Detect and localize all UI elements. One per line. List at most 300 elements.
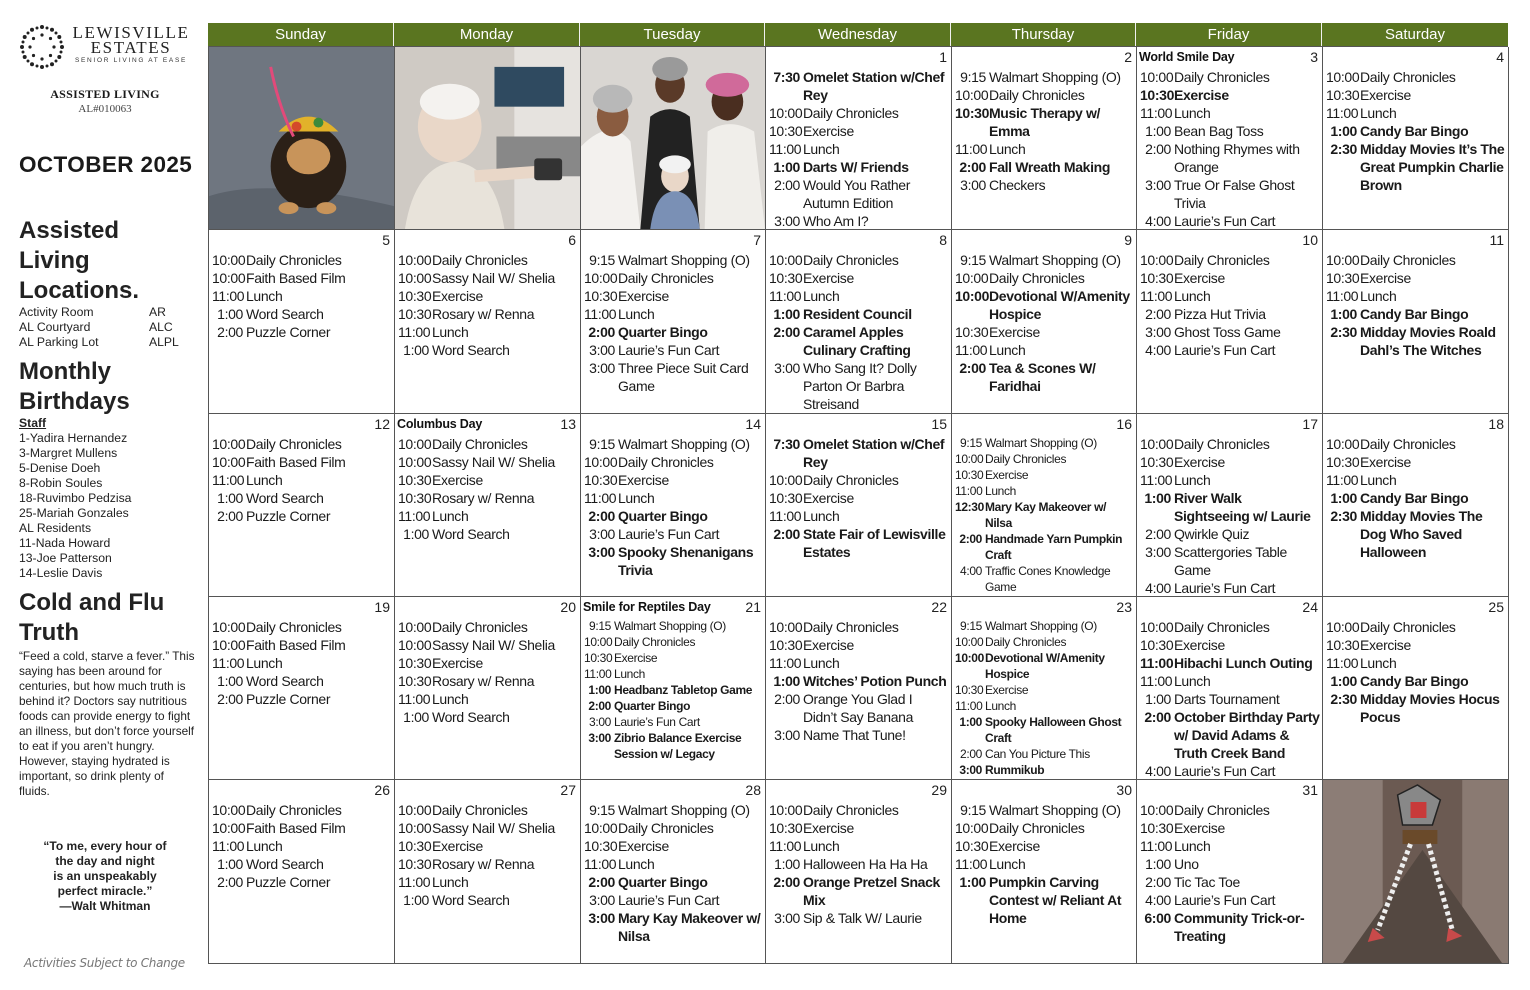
event-title: Walmart Shopping (O) (618, 802, 750, 818)
event-title: Orange Pretzel Snack Mix (803, 874, 940, 908)
event-time: 2:00 (217, 691, 243, 707)
event-time: 4:00 (960, 564, 982, 578)
event-item (398, 435, 578, 453)
event-title: Lunch (985, 484, 1016, 498)
event-item (955, 801, 1134, 819)
day-number: 24 (1302, 599, 1318, 615)
event-time: 10:00 (212, 820, 246, 836)
event-time: 11:00 (955, 484, 983, 498)
event-title: Scattergories Table Game (1174, 544, 1287, 578)
event-title: Midday Movies The Dog Who Saved Halloween (1360, 508, 1483, 560)
event-item (1140, 341, 1320, 359)
event-time: 9:15 (960, 802, 986, 818)
event-time: 1:00 (1330, 123, 1357, 139)
event-title: Word Search (432, 342, 510, 358)
event-item (212, 489, 392, 507)
event-time: 11:00 (584, 490, 617, 506)
event-title: Checkers (989, 177, 1046, 193)
event-list (769, 251, 949, 413)
event-item (769, 819, 949, 837)
event-time: 1:00 (217, 673, 243, 689)
event-title: Laurie’s Fun Cart (618, 342, 720, 358)
event-title: Witches’ Potion Punch (803, 673, 947, 689)
event-item (398, 525, 578, 543)
day-of-week-sunday: Sunday (208, 23, 394, 46)
event-list (584, 801, 763, 945)
event-time: 11:00 (1140, 673, 1173, 689)
event-time: 10:30 (398, 856, 432, 872)
event-item (212, 654, 392, 672)
photo-costume-group-image (581, 47, 765, 229)
event-title: Exercise (432, 472, 483, 488)
logo-name (67, 25, 195, 55)
event-title: Walmart Shopping (O) (985, 436, 1097, 450)
event-item (1326, 618, 1506, 636)
event-list (955, 618, 1134, 778)
event-title: Daily Chronicles (1360, 619, 1456, 635)
event-time: 10:30 (1140, 820, 1174, 836)
event-item (1140, 435, 1320, 453)
day-cell (1323, 230, 1509, 414)
event-title: Exercise (618, 838, 669, 854)
event-item (1140, 453, 1320, 471)
event-item (584, 666, 763, 682)
event-time: 10:00 (1140, 436, 1174, 452)
event-title: Candy Bar Bingo (1360, 123, 1469, 139)
event-time: 6:00 (1144, 910, 1171, 926)
event-item (1326, 122, 1506, 140)
event-time: 3:00 (774, 910, 800, 926)
event-list (1326, 68, 1506, 194)
event-title: True Or False Ghost Trivia (1174, 177, 1295, 211)
event-title: Exercise (989, 838, 1040, 854)
event-title: Candy Bar Bingo (1360, 673, 1469, 689)
event-item (398, 251, 578, 269)
event-time: 10:00 (584, 635, 613, 649)
event-title: Sip & Talk W/ Laurie (803, 910, 922, 926)
event-time: 10:00 (212, 436, 246, 452)
event-item (1140, 104, 1320, 122)
event-item (212, 453, 392, 471)
event-title: Darts W/ Friends (803, 159, 909, 175)
event-title: Exercise (1360, 454, 1411, 470)
event-item (1140, 654, 1320, 672)
holiday-label: Columbus Day (397, 417, 483, 431)
day-number: 19 (374, 599, 390, 615)
event-list (769, 435, 949, 561)
event-item (212, 672, 392, 690)
event-item (212, 305, 392, 323)
day-of-week-tuesday: Tuesday (580, 23, 765, 46)
day-cell (766, 780, 952, 964)
logo-name-line1: LEWISVILLE (72, 23, 190, 42)
event-title: Lunch (989, 141, 1026, 157)
event-title: Exercise (1174, 454, 1225, 470)
event-item (584, 489, 763, 507)
event-time: 11:00 (398, 508, 431, 524)
event-item (584, 305, 763, 323)
event-title: Ghost Toss Game (1174, 324, 1281, 340)
event-item (769, 104, 949, 122)
event-list (1140, 801, 1320, 945)
day-cell (395, 230, 581, 414)
event-item (1326, 251, 1506, 269)
birthday-entry: 8-Robin Soules (19, 476, 103, 490)
day-cell (1137, 230, 1323, 414)
event-time: 11:00 (955, 342, 988, 358)
event-item (769, 269, 949, 287)
birthdays-list (19, 416, 194, 581)
event-item (584, 730, 763, 762)
event-time: 1:00 (773, 159, 800, 175)
photo-resident-card (395, 47, 581, 230)
event-time: 4:00 (1145, 342, 1171, 358)
event-title: Qwirkle Quiz (1174, 526, 1250, 542)
event-time: 11:00 (398, 324, 431, 340)
event-item (955, 467, 1134, 483)
event-item (1140, 323, 1320, 341)
event-item (955, 563, 1134, 595)
event-item (398, 507, 578, 525)
event-title: Lunch (614, 667, 645, 681)
quote-line: the day and night (55, 854, 155, 868)
event-title: Quarter Bingo (618, 874, 708, 890)
event-title: Zibrio Balance Exercise Session w/ Legacy (614, 731, 742, 761)
event-title: Exercise (1360, 87, 1411, 103)
event-title: Devotional W/Amenity Hospice (985, 651, 1105, 681)
event-item (584, 287, 763, 305)
event-time: 10:00 (955, 651, 984, 665)
event-title: Daily Chronicles (1174, 802, 1270, 818)
birthdays-heading (19, 357, 130, 417)
event-title: Daily Chronicles (1360, 436, 1456, 452)
event-item (955, 855, 1134, 873)
event-time: 2:00 (588, 699, 611, 713)
location-code: ALC (149, 320, 173, 334)
event-title: Midday Movies Roald Dahl’s The Witches (1360, 324, 1496, 358)
event-item (1140, 212, 1320, 230)
event-time: 10:00 (584, 454, 618, 470)
event-time: 10:00 (955, 288, 990, 304)
event-time: 9:15 (960, 619, 982, 633)
event-time: 11:00 (1326, 105, 1359, 121)
event-item (398, 837, 578, 855)
event-item (1326, 435, 1506, 453)
event-title: Mary Kay Makeover w/ Nilsa (618, 910, 761, 944)
event-title: Lunch (1360, 472, 1397, 488)
event-time: 1:00 (959, 874, 986, 890)
event-item (398, 873, 578, 891)
event-time: 11:00 (769, 288, 802, 304)
event-time: 2:30 (1330, 691, 1357, 707)
event-item (584, 453, 763, 471)
event-item (769, 176, 949, 212)
event-time: 2:00 (773, 324, 800, 340)
event-item (955, 435, 1134, 451)
event-time: 10:00 (769, 105, 803, 121)
disclaimer: Activities Subject to Change (24, 956, 185, 970)
event-title: Exercise (803, 270, 854, 286)
event-title: River Walk Sightseeing w/ Laurie (1174, 490, 1311, 524)
photo-dog-costume (209, 47, 395, 230)
event-list (1326, 435, 1506, 561)
event-title: Sassy Nail W/ Shelia (432, 454, 555, 470)
birthday-entry: 5-Denise Doeh (19, 461, 101, 475)
event-item (1140, 855, 1320, 873)
event-item (1326, 305, 1506, 323)
location-name: Activity Room (19, 305, 94, 319)
event-item (955, 499, 1134, 531)
locations-heading-line: Assisted (19, 217, 120, 244)
event-title: Candy Bar Bingo (1360, 490, 1469, 506)
event-title: Exercise (432, 288, 483, 304)
event-title: Orange You Glad I Didn’t Say Banana (803, 691, 914, 725)
event-time: 9:15 (589, 252, 615, 268)
event-time: 10:00 (1140, 69, 1174, 85)
event-list (398, 801, 578, 909)
event-time: 4:00 (1145, 580, 1171, 596)
day-number: 14 (745, 416, 761, 432)
event-title: Exercise (614, 651, 658, 665)
location-row (19, 320, 189, 335)
event-item (769, 435, 949, 471)
event-time: 10:00 (1326, 252, 1360, 268)
event-time: 10:00 (212, 270, 246, 286)
event-title: Laurie’s Fun Cart (618, 892, 720, 908)
event-title: Sassy Nail W/ Shelia (432, 820, 555, 836)
event-title: Lunch (803, 838, 840, 854)
day-of-week-thursday: Thursday (951, 23, 1136, 46)
event-item (769, 801, 949, 819)
event-time: 2:00 (774, 691, 800, 707)
day-of-week-saturday: Saturday (1384, 26, 1446, 43)
event-title: Puzzle Corner (246, 874, 331, 890)
event-time: 10:00 (769, 252, 803, 268)
event-item (398, 819, 578, 837)
event-item (769, 287, 949, 305)
event-item (584, 714, 763, 730)
event-time: 11:00 (1140, 288, 1173, 304)
event-time: 2:00 (959, 532, 982, 546)
event-time: 10:30 (584, 472, 618, 488)
event-item (769, 251, 949, 269)
event-list (955, 251, 1134, 395)
event-item (955, 762, 1134, 778)
location-row (19, 305, 189, 320)
day-cell (1323, 597, 1509, 780)
quote-line: perfect miracle.” (57, 884, 153, 898)
birthday-entry: 18-Ruvimbo Pedzisa (19, 491, 132, 505)
event-time: 2:00 (960, 747, 982, 761)
event-time: 10:00 (584, 820, 618, 836)
event-item (1140, 176, 1320, 212)
event-time: 2:00 (217, 508, 243, 524)
event-item (398, 489, 578, 507)
event-title: Daily Chronicles (618, 454, 714, 470)
event-item (955, 714, 1134, 746)
event-item (769, 654, 949, 672)
event-title: Lunch (989, 342, 1026, 358)
event-item (769, 690, 949, 726)
day-cell (952, 597, 1137, 780)
event-time: 10:00 (212, 802, 246, 818)
event-time: 10:00 (955, 452, 984, 466)
event-time: 11:00 (398, 874, 431, 890)
event-title: Tea & Scones W/ Faridhai (989, 360, 1096, 394)
event-title: Lunch (246, 838, 283, 854)
event-title: Three Piece Suit Card Game (618, 360, 749, 394)
event-item (955, 68, 1134, 86)
event-time: 1:00 (403, 342, 429, 358)
event-item (584, 909, 763, 945)
event-time: 11:00 (1326, 655, 1359, 671)
event-item (1326, 507, 1506, 561)
event-time: 9:15 (589, 436, 615, 452)
event-item (398, 654, 578, 672)
event-title: Word Search (432, 526, 510, 542)
day-number: 26 (374, 782, 390, 798)
event-item (584, 359, 763, 395)
event-time: 11:00 (584, 306, 617, 322)
event-item (584, 801, 763, 819)
event-list (1140, 618, 1320, 780)
event-title: Exercise (985, 468, 1029, 482)
day-of-week-header (208, 23, 1508, 46)
holiday-label: World Smile Day (1139, 50, 1235, 64)
event-time: 10:30 (398, 673, 432, 689)
event-time: 1:00 (773, 306, 800, 322)
event-item (1140, 68, 1320, 86)
event-time: 10:30 (398, 306, 432, 322)
event-item (212, 471, 392, 489)
event-time: 11:00 (398, 691, 431, 707)
event-title: Who Sang It? Dolly Parton Or Barbra Streisand (803, 360, 917, 412)
event-time: 10:00 (398, 270, 432, 286)
event-title: Headbanz Tabletop Game (614, 683, 753, 697)
day-cell (395, 780, 581, 964)
event-item (212, 269, 392, 287)
event-item (769, 68, 949, 104)
event-title: Halloween Ha Ha Ha (803, 856, 928, 872)
event-time: 10:30 (584, 651, 613, 665)
logo (19, 24, 199, 74)
event-item (1140, 819, 1320, 837)
event-item (584, 269, 763, 287)
event-time: 10:30 (398, 838, 432, 854)
event-time: 10:00 (398, 436, 432, 452)
calendar-grid (208, 46, 1508, 964)
event-list (1140, 68, 1320, 230)
event-title: Daily Chronicles (246, 436, 342, 452)
event-item (212, 819, 392, 837)
event-title: Would You Rather Autumn Edition (803, 177, 911, 211)
event-item (955, 819, 1134, 837)
event-time: 10:00 (955, 635, 984, 649)
event-item (1140, 891, 1320, 909)
event-list (212, 618, 392, 708)
event-time: 2:30 (1330, 508, 1357, 524)
event-time: 10:30 (955, 683, 984, 697)
event-time: 9:15 (960, 436, 982, 450)
event-time: 11:00 (1326, 472, 1359, 488)
event-list (1326, 618, 1506, 726)
day-number: 31 (1302, 782, 1318, 798)
event-title: Omelet Station w/Chef Rey (803, 69, 945, 103)
event-title: Word Search (432, 892, 510, 908)
event-title: Daily Chronicles (246, 802, 342, 818)
day-cell (581, 414, 766, 597)
birthday-entry: 3-Margret Mullens (19, 446, 118, 460)
day-number: 17 (1302, 416, 1318, 432)
day-cell (581, 230, 766, 414)
event-title: Faith Based Film (246, 454, 346, 470)
quote-line: —Walt Whitman (59, 899, 151, 913)
event-item (1140, 690, 1320, 708)
event-time: 3:00 (1145, 177, 1171, 193)
event-time: 7:30 (773, 436, 800, 452)
event-title: Faith Based Film (246, 637, 346, 653)
event-time: 10:00 (398, 454, 432, 470)
event-title: Laurie’s Fun Cart (1174, 342, 1276, 358)
event-time: 3:00 (774, 727, 800, 743)
event-title: Lunch (1174, 472, 1211, 488)
birthday-entry: 11-Nada Howard (19, 536, 111, 550)
event-time: 10:00 (212, 619, 246, 635)
event-title: Lunch (1174, 105, 1211, 121)
location-code: AR (149, 305, 166, 319)
event-title: Laurie’s Fun Cart (1174, 580, 1276, 596)
event-title: Word Search (246, 306, 324, 322)
event-item (398, 618, 578, 636)
event-time: 11:00 (584, 667, 612, 681)
event-title: Exercise (1360, 637, 1411, 653)
event-title: Midday Movies It’s The Great Pumpkin Charlie Brown (1360, 141, 1505, 193)
event-item (955, 837, 1134, 855)
event-item (1326, 68, 1506, 86)
event-title: Exercise (1360, 270, 1411, 286)
event-item (1326, 471, 1506, 489)
event-item (584, 323, 763, 341)
event-time: 1:00 (1330, 306, 1357, 322)
event-item (212, 837, 392, 855)
event-item (1326, 636, 1506, 654)
event-time: 3:00 (589, 360, 615, 376)
event-item (398, 323, 578, 341)
event-time: 4:00 (1145, 892, 1171, 908)
event-time: 10:30 (769, 637, 803, 653)
event-time: 3:00 (1145, 324, 1171, 340)
day-cell (952, 230, 1137, 414)
event-title: Word Search (246, 856, 324, 872)
event-item (1140, 471, 1320, 489)
event-time: 2:30 (1330, 324, 1357, 340)
sidebar (0, 0, 208, 990)
event-time: 7:30 (773, 69, 800, 85)
event-time: 10:00 (1140, 802, 1174, 818)
event-title: Word Search (246, 673, 324, 689)
event-item (398, 672, 578, 690)
event-list (1326, 251, 1506, 359)
event-item (1140, 525, 1320, 543)
event-item (955, 269, 1134, 287)
day-cell (209, 230, 395, 414)
event-time: 4:00 (1145, 213, 1171, 229)
day-number: 12 (374, 416, 390, 432)
event-time: 10:00 (398, 802, 432, 818)
event-time: 2:30 (1330, 141, 1357, 157)
event-time: 11:00 (1140, 838, 1173, 854)
event-time: 2:00 (1145, 874, 1171, 890)
